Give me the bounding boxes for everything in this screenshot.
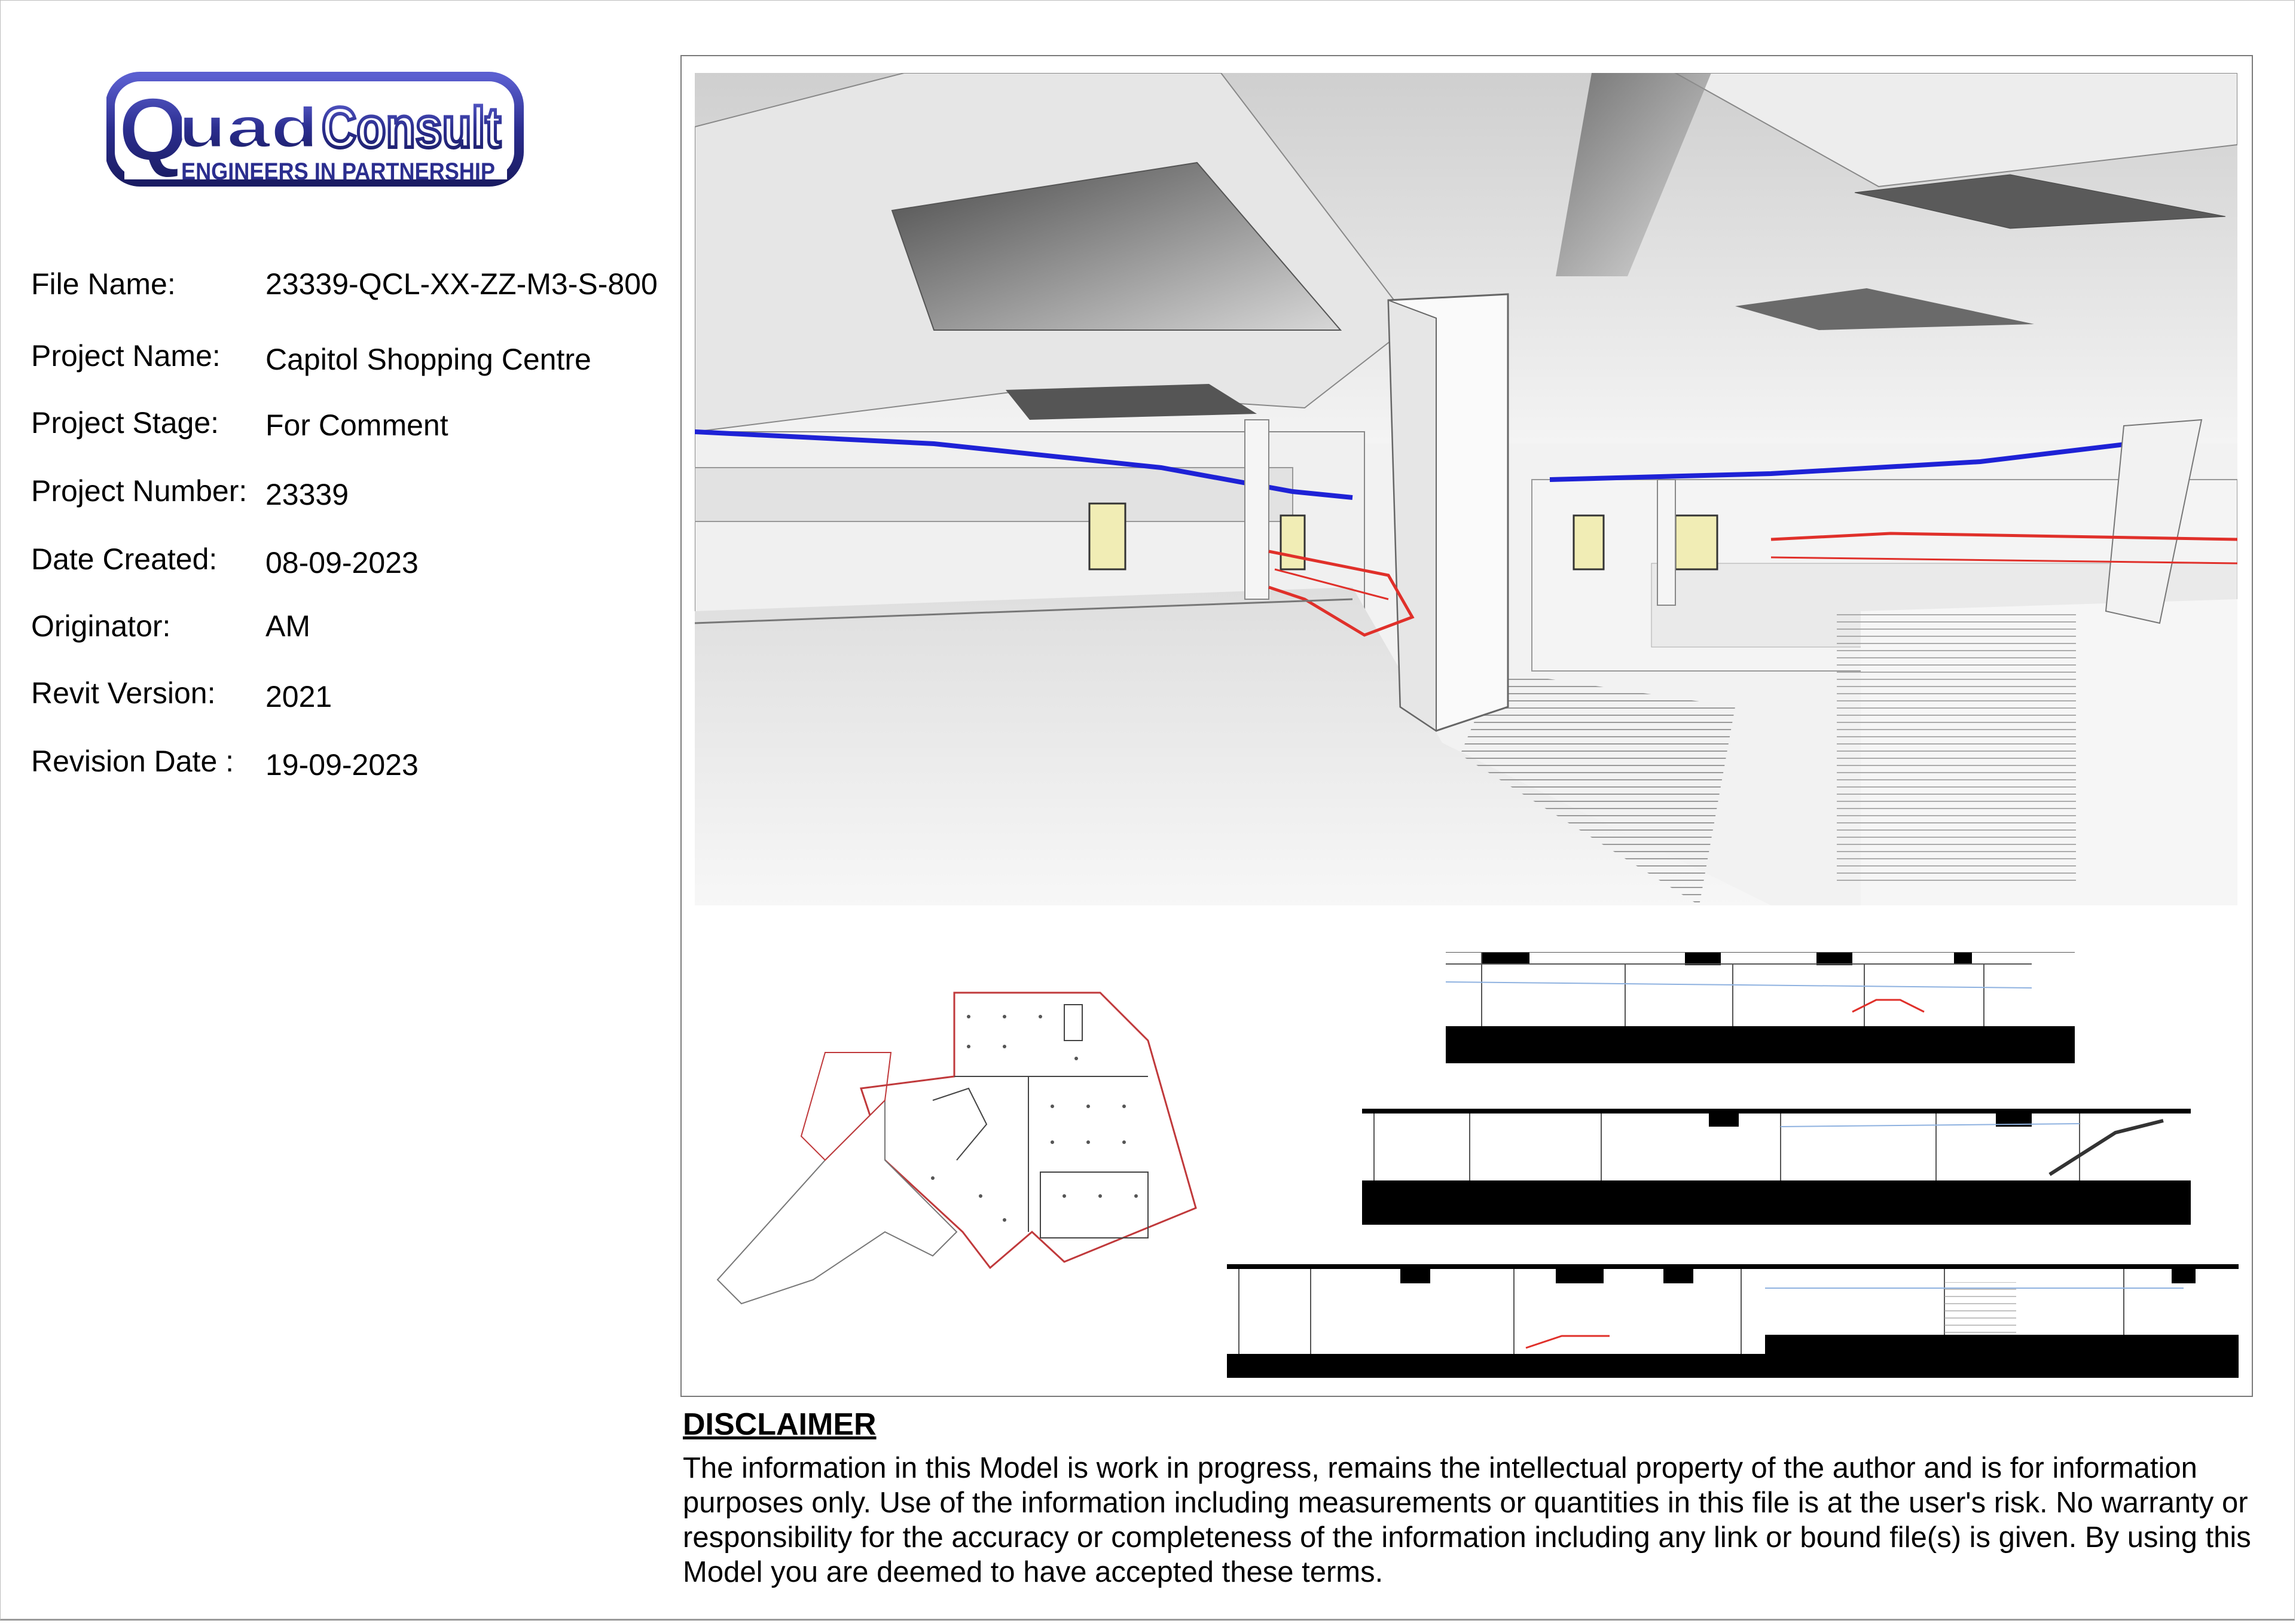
originator-value: AM [265,609,310,643]
revision-date-value: 19-09-2023 [265,748,419,782]
disclaimer-text: The information in this Model is work in progress, remains the intellectual property of the author and is for information purposes only. Use of the information including measurements or quantities in this file is at the user's risk. No warranty or responsibility for the accuracy or completeness of the information including any link or bound file(s) is given. By using this Model you are deemed to have accepted these terms. [683,1452,2251,1588]
model-3d-view [695,73,2237,905]
svg-text:uad: uad [178,96,319,160]
company-logo [106,69,525,189]
disclaimer-title: DISCLAIMER [683,1407,877,1442]
file-name-value: 23339-QCL-XX-ZZ-M3-S-800 [265,267,658,301]
revit-version-row [31,672,665,714]
revision-date-row [31,740,665,782]
originator-label: Originator: [31,609,171,643]
revision-date-label: Revision Date : [31,745,234,778]
date-created-value: 08-09-2023 [265,546,419,579]
file-name-row [31,263,665,305]
originator-row [31,605,665,647]
file-name-label: File Name: [31,267,176,301]
svg-text:Consult: Consult [322,96,501,160]
date-created-label: Date Created: [31,542,218,576]
project-name-row [31,335,665,377]
project-stage-label: Project Stage: [31,406,219,440]
project-number-label: Project Number: [31,474,248,508]
revit-version-label: Revit Version: [31,676,216,710]
date-created-row [31,538,665,580]
logo-q: Q [118,79,188,179]
project-number-value: 23339 [265,478,349,511]
section-3 [1227,1264,2239,1378]
logo-tagline: ENGINEERS IN PARTNERSHIP [181,158,495,185]
section-2 [1362,1109,2191,1225]
project-stage-row [31,402,665,444]
revit-version-value: 2021 [265,680,332,713]
project-stage-value: For Comment [265,408,448,442]
floor-plan [706,981,1232,1316]
project-number-row [31,470,665,512]
project-name-label: Project Name: [31,339,221,373]
section-1 [1446,952,2075,1063]
project-name-value: Capitol Shopping Centre [265,343,591,376]
